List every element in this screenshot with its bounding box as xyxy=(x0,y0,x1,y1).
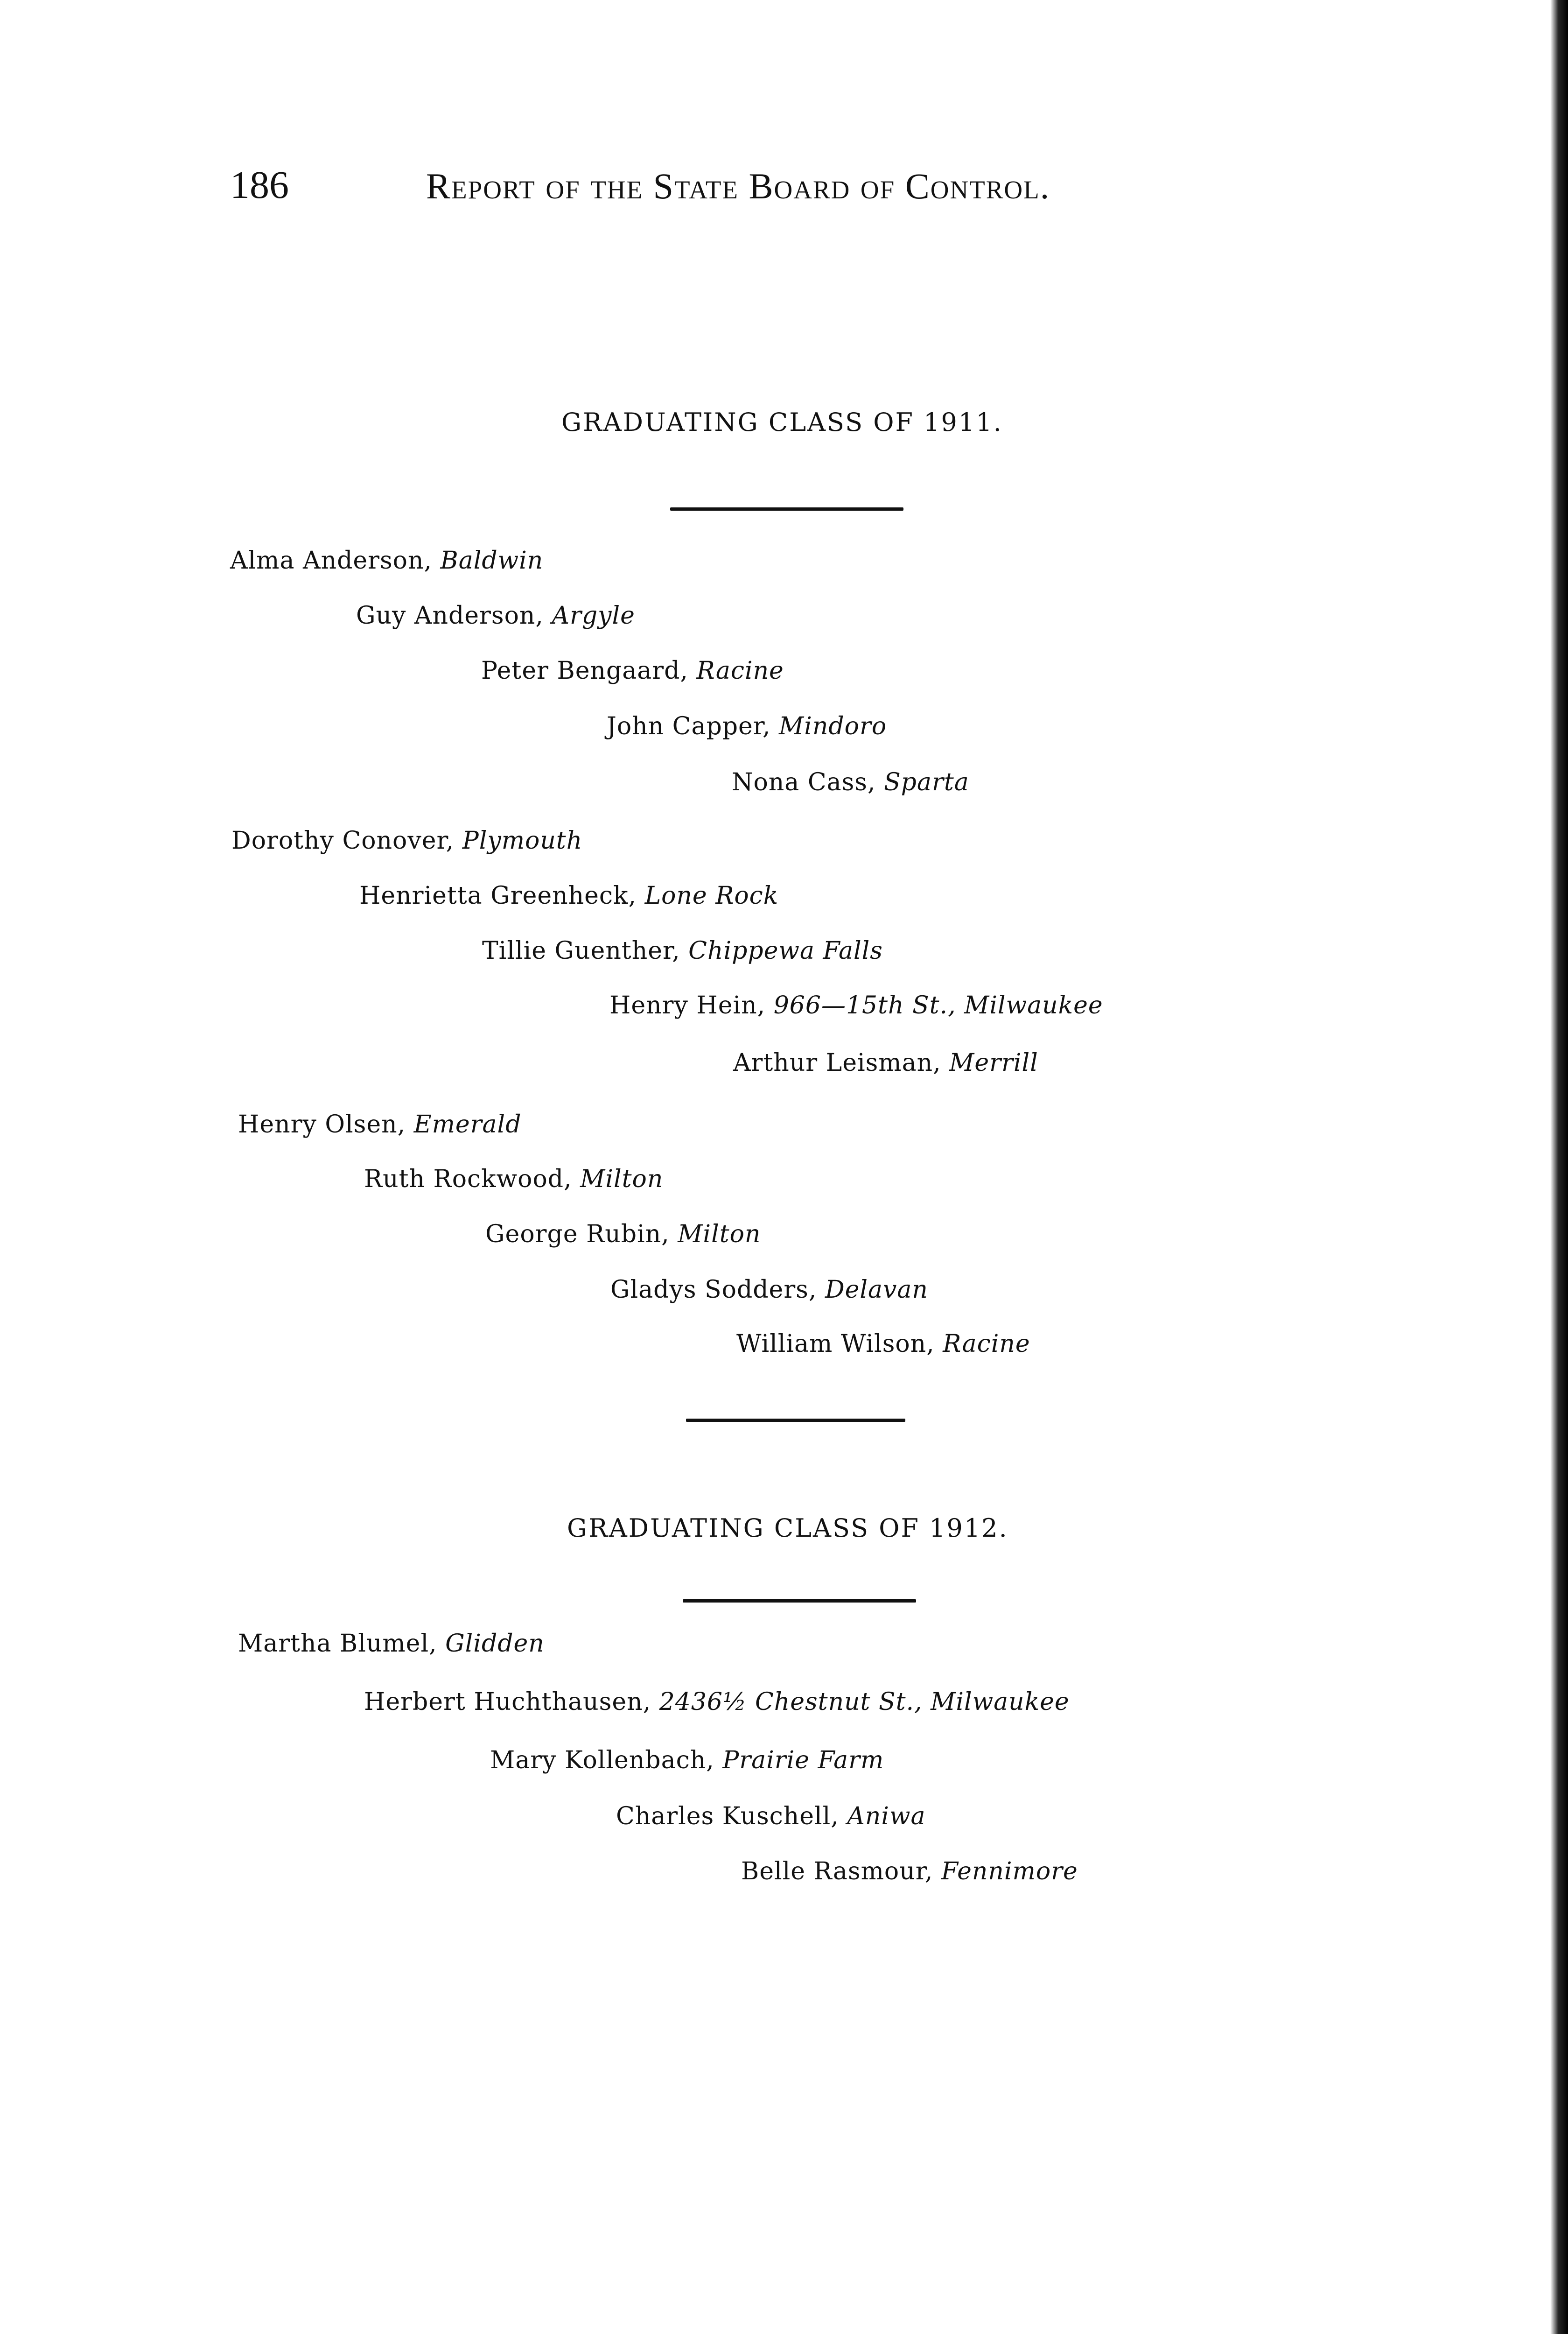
section-title-1911: GRADUATING CLASS OF 1911. xyxy=(561,408,1003,437)
graduate-name: Mary Kollenbach, xyxy=(490,1746,714,1774)
running-head: Report of the State Board of Control. xyxy=(426,166,1050,206)
graduate-entry xyxy=(482,939,883,963)
graduate-place: Baldwin xyxy=(440,547,544,575)
graduate-name: George Rubin, xyxy=(485,1220,670,1248)
graduate-entry xyxy=(609,993,1103,1018)
graduate-name: Dorothy Conover, xyxy=(231,827,455,855)
graduate-name: Martha Blumel, xyxy=(238,1630,437,1658)
graduate-entry xyxy=(364,1167,663,1191)
graduate-entry xyxy=(490,1748,884,1772)
graduate-name: Henry Hein, xyxy=(609,991,766,1019)
graduate-name: Arthur Leisman, xyxy=(733,1049,941,1077)
graduate-place: Aniwa xyxy=(847,1802,926,1830)
page-edge-shadow xyxy=(1550,0,1568,2334)
graduate-entry xyxy=(230,548,543,573)
graduate-name: Herbert Huchthausen, xyxy=(364,1688,651,1716)
graduate-place: Plymouth xyxy=(462,827,583,855)
graduate-place: Mindoro xyxy=(779,712,887,740)
graduate-entry xyxy=(238,1631,545,1656)
graduate-place: Chippewa Falls xyxy=(688,937,883,965)
graduate-name: Charles Kuschell, xyxy=(616,1802,839,1830)
divider-rule xyxy=(670,507,903,511)
graduate-entry xyxy=(364,1690,1070,1714)
graduate-entry xyxy=(356,604,635,628)
graduate-entry xyxy=(607,714,887,738)
graduate-place: Milton xyxy=(678,1220,761,1248)
graduate-name: Gladys Sodders, xyxy=(610,1276,817,1304)
graduate-name: Alma Anderson, xyxy=(230,547,432,575)
graduate-name: Ruth Rockwood, xyxy=(364,1165,572,1193)
graduate-place: Emerald xyxy=(413,1111,522,1139)
graduate-entry xyxy=(741,1859,1078,1884)
section-title-1912: GRADUATING CLASS OF 1912. xyxy=(567,1513,1008,1543)
graduate-place: Sparta xyxy=(884,768,969,796)
graduate-place: Milton xyxy=(580,1165,664,1193)
graduate-entry xyxy=(736,1332,1030,1356)
divider-rule xyxy=(686,1419,905,1422)
graduate-name: Henry Olsen, xyxy=(238,1111,406,1139)
graduate-place: Argyle xyxy=(552,602,635,630)
graduate-name: Henrietta Greenheck, xyxy=(359,882,637,910)
graduate-entry xyxy=(610,1278,928,1302)
graduate-place: Glidden xyxy=(445,1630,545,1658)
graduate-entry xyxy=(481,659,784,683)
graduate-entry xyxy=(733,1051,1038,1075)
graduate-place: 966—15th St., Milwaukee xyxy=(773,991,1103,1019)
graduate-name: William Wilson, xyxy=(736,1330,935,1358)
graduate-place: Merrill xyxy=(949,1049,1038,1077)
graduate-place: Lone Rock xyxy=(644,882,779,910)
page-number: 186 xyxy=(230,163,289,207)
graduate-place: Prairie Farm xyxy=(722,1746,884,1774)
graduate-entry xyxy=(359,884,778,908)
graduate-entry xyxy=(231,829,582,853)
graduate-name: Peter Bengaard, xyxy=(481,657,688,685)
graduate-place: Racine xyxy=(943,1330,1030,1358)
graduate-place: Fennimore xyxy=(941,1857,1078,1885)
graduate-entry xyxy=(732,770,969,794)
graduate-entry xyxy=(238,1112,521,1137)
graduate-name: Guy Anderson, xyxy=(356,602,544,630)
graduate-name: Nona Cass, xyxy=(732,768,876,796)
graduate-entry xyxy=(485,1222,761,1246)
graduate-place: 2436½ Chestnut St., Milwaukee xyxy=(659,1688,1070,1716)
graduate-name: Tillie Guenther, xyxy=(482,937,680,965)
graduate-place: Racine xyxy=(696,657,784,685)
graduate-name: Belle Rasmour, xyxy=(741,1857,933,1885)
divider-rule xyxy=(683,1599,916,1603)
graduate-place: Delavan xyxy=(825,1276,928,1304)
graduate-name: John Capper, xyxy=(607,712,771,740)
graduate-entry xyxy=(616,1804,926,1828)
